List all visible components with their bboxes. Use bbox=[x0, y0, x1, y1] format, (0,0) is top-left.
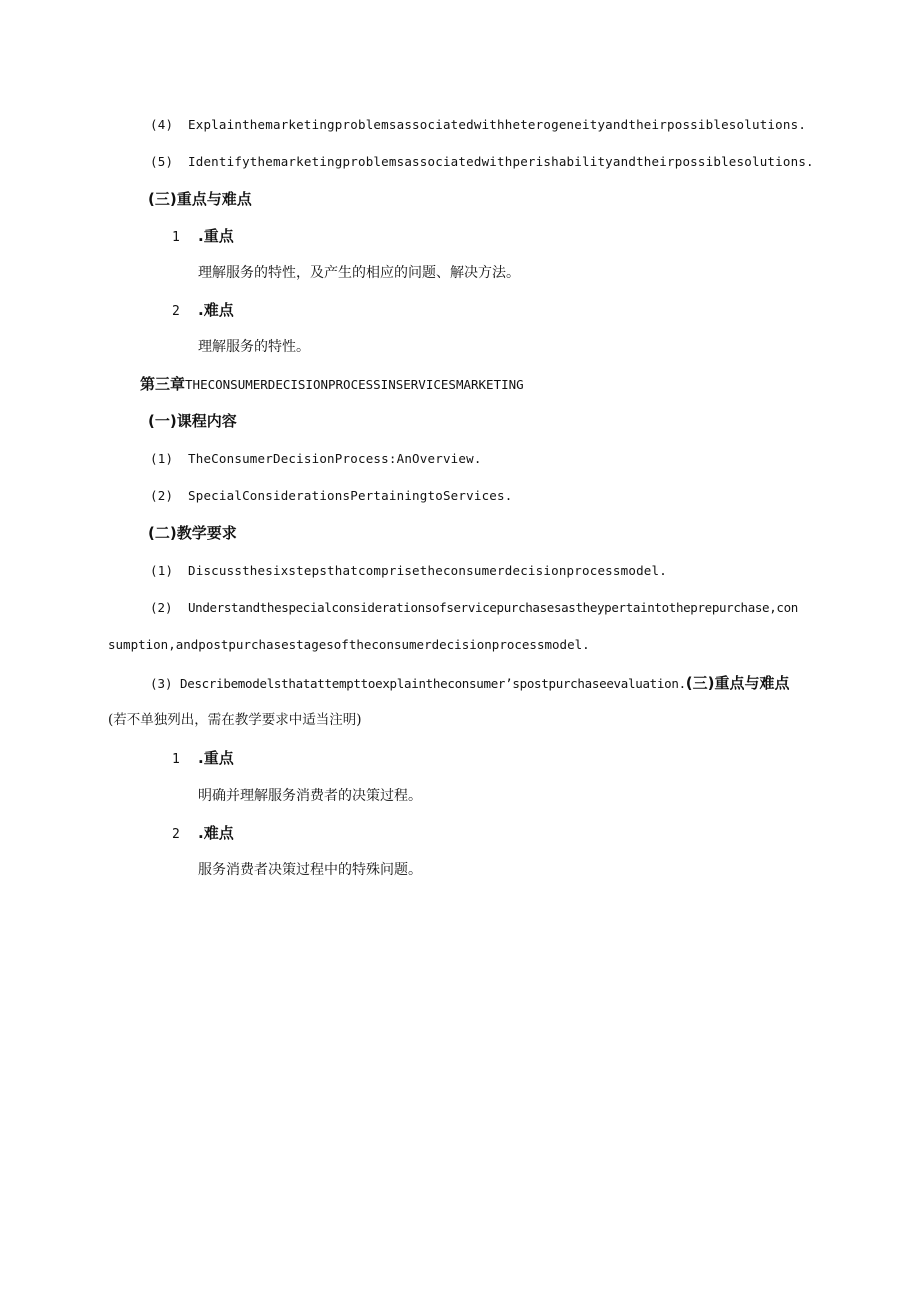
item-text: Identifythemarketingproblemsassociatedwithperishabilityandtheirpossiblesolutions. bbox=[188, 154, 814, 169]
item-text: Describemodelsthatattempttoexplaintheconsumer’spostpurchaseevaluation. bbox=[180, 676, 686, 691]
item-number: (2) bbox=[150, 488, 174, 503]
item-number: (5) bbox=[150, 154, 174, 169]
difficulty-text: 理解服务的特性。 bbox=[198, 339, 310, 355]
subheading-label: .难点 bbox=[198, 301, 234, 319]
subheading-number: 2 bbox=[172, 827, 180, 842]
subheading-focus-ch3 bbox=[172, 748, 234, 770]
subheading-number: 1 bbox=[172, 752, 180, 767]
focus-text: 理解服务的特性，及产生的相应的问题、解决方法。 bbox=[198, 265, 520, 281]
requirement-item-1 bbox=[150, 561, 667, 581]
objective-item-5 bbox=[150, 152, 814, 172]
difficulty-text-ch3: 服务消费者决策过程中的特殊问题。 bbox=[198, 862, 422, 878]
item-number: (1) bbox=[150, 563, 174, 578]
content-item-1 bbox=[150, 449, 482, 469]
requirement-item-2-continued: sumption,andpostpurchasestagesoftheconsumerdecisionprocessmodel. bbox=[108, 637, 590, 652]
requirements-note: (若不单独列出，需在教学要求中适当注明) bbox=[108, 712, 362, 728]
content-item-2 bbox=[150, 486, 512, 506]
requirement-item-2 bbox=[150, 598, 798, 618]
focus-text-ch3: 明确并理解服务消费者的决策过程。 bbox=[198, 788, 422, 804]
item-number: (3) bbox=[150, 676, 173, 691]
chapter-english-title: THECONSUMERDECISIONPROCESSINSERVICESMARKETING bbox=[185, 377, 524, 392]
subheading-focus bbox=[172, 226, 234, 248]
subheading-label: .重点 bbox=[198, 749, 234, 767]
item-number: (4) bbox=[150, 117, 174, 132]
item-number: (2) bbox=[150, 600, 173, 615]
section-heading-key-points: (三)重点与难点 bbox=[148, 190, 252, 208]
subheading-number: 1 bbox=[172, 230, 180, 245]
chapter-label: 第三章 bbox=[140, 375, 186, 393]
section-heading-requirements: (二)教学要求 bbox=[148, 524, 237, 542]
item-text: TheConsumerDecisionProcess:AnOverview. bbox=[188, 451, 482, 466]
subheading-label: .重点 bbox=[198, 227, 234, 245]
objective-item-4 bbox=[150, 115, 806, 135]
requirement-item-3 bbox=[150, 673, 790, 694]
item-text: Discussthesixstepsthatcomprisetheconsumerdecisionprocessmodel. bbox=[188, 563, 667, 578]
chapter-title bbox=[140, 374, 524, 395]
section-heading-course-content: (一)课程内容 bbox=[148, 412, 237, 430]
item-text: SpecialConsiderationsPertainingtoServices. bbox=[188, 488, 513, 503]
subheading-number: 2 bbox=[172, 304, 180, 319]
item-number: (1) bbox=[150, 451, 174, 466]
subheading-label: .难点 bbox=[198, 824, 234, 842]
inline-heading-key-points: (三)重点与难点 bbox=[685, 674, 790, 692]
item-text: Explainthemarketingproblemsassociatedwithheterogeneityandtheirpossiblesolutions. bbox=[188, 117, 807, 132]
subheading-difficulty bbox=[172, 300, 234, 322]
subheading-difficulty-ch3 bbox=[172, 823, 234, 845]
item-text: Understandthespecialconsiderationsofservicepurchasesastheypertaintotheprepurchase,con bbox=[188, 600, 798, 615]
